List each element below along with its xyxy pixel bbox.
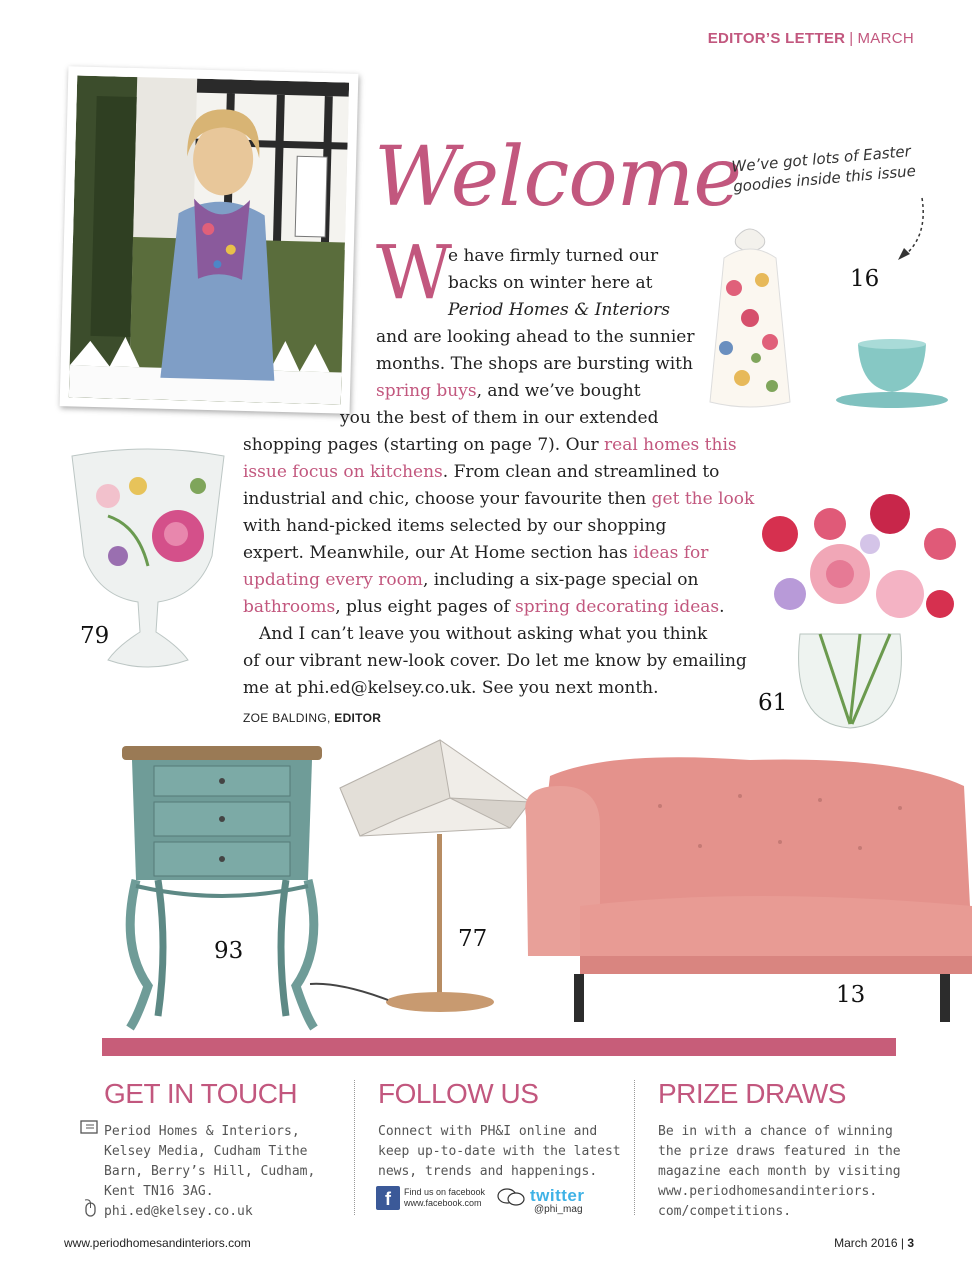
page-ref-cabinet: 93 xyxy=(214,938,244,964)
link-get-the-look[interactable]: get the look xyxy=(651,489,755,509)
column-divider xyxy=(354,1080,355,1215)
prize-line: Be in with a chance of winning xyxy=(658,1124,893,1139)
letter-line: of our vibrant new-look cover. Do let me know by emailing xyxy=(243,651,747,671)
teal-cup-image xyxy=(834,336,952,410)
facebook-url: www.facebook.com xyxy=(404,1198,482,1208)
letter-line: and are looking ahead to the sunnier xyxy=(376,327,695,347)
pink-sofa-image xyxy=(520,756,972,1028)
prize-url[interactable]: www.periodhomesandinteriors. xyxy=(658,1184,878,1199)
letter-line xyxy=(243,567,783,594)
footer-folio xyxy=(834,1236,914,1250)
link-real-homes[interactable]: real homes this xyxy=(604,435,737,455)
header-separator: | xyxy=(849,30,854,47)
get-in-touch-section xyxy=(104,1078,354,1222)
link-spring-decorating[interactable]: spring decorating ideas xyxy=(515,597,720,617)
editor-name: ZOE BALDING, xyxy=(243,711,335,725)
footer-separator: | xyxy=(900,1236,904,1250)
letter-line: months. The shops are bursting with xyxy=(376,354,693,374)
link-spring-buys[interactable]: spring buys xyxy=(376,381,477,401)
facebook-icon: f xyxy=(376,1186,400,1210)
magazine-name: Period Homes & Interiors xyxy=(448,300,670,320)
letter-line xyxy=(243,486,783,513)
letter-line xyxy=(243,594,783,621)
letter-line: e have firmly turned our xyxy=(448,246,659,266)
get-in-touch-heading: GET IN TOUCH xyxy=(104,1078,298,1109)
letter-lines-a xyxy=(448,243,718,324)
page-ref-bell-jar: 16 xyxy=(850,266,880,292)
letter-line xyxy=(243,540,783,567)
follow-line: news, trends and happenings. xyxy=(378,1164,598,1179)
link-bathrooms[interactable]: bathrooms xyxy=(243,597,336,617)
footer-website[interactable]: www.periodhomesandinteriors.com xyxy=(64,1236,251,1250)
address-line: Barn, Berry’s Hill, Cudham, xyxy=(104,1164,316,1179)
page-ref-sofa: 13 xyxy=(836,982,866,1008)
page-ref-flowers: 61 xyxy=(758,690,788,716)
letter-line: with hand-picked items selected by our shopping xyxy=(243,516,667,536)
facebook-link[interactable] xyxy=(376,1186,485,1210)
letter-text: , including a six-page special on xyxy=(422,570,699,590)
letter-main xyxy=(243,432,783,702)
letter-text: expert. Meanwhile, our At Home section has xyxy=(243,543,634,563)
editor-role: EDITOR xyxy=(334,711,382,725)
letter-text: , and we’ve bought xyxy=(476,381,641,401)
callout-arrow-icon xyxy=(890,196,930,266)
address-line: Period Homes & Interiors, xyxy=(104,1124,300,1139)
prize-url-end[interactable]: com/competitions. xyxy=(658,1204,792,1219)
letter-text: . xyxy=(719,597,725,617)
editor-photo-illustration xyxy=(69,75,349,404)
drop-cap: W xyxy=(376,230,453,316)
follow-line: keep up-to-date with the latest xyxy=(378,1144,621,1159)
address-block xyxy=(104,1122,354,1222)
prize-draws-heading: PRIZE DRAWS xyxy=(658,1078,846,1109)
divider-band xyxy=(102,1038,896,1056)
letter-text: . From clean and streamlined to xyxy=(442,462,720,482)
faceted-table-lamp-image xyxy=(300,738,548,1020)
address-line: Kelsey Media, Cudham Tithe xyxy=(104,1144,308,1159)
editor-photo xyxy=(60,66,359,413)
prize-line: the prize draws featured in the xyxy=(658,1144,901,1159)
letter-line: And I can’t leave you without asking what you think xyxy=(259,624,708,644)
twitter-handle: @phi_mag xyxy=(534,1204,583,1215)
link-ideas-2[interactable]: updating every room xyxy=(243,570,423,590)
page-ref-lamp: 77 xyxy=(458,926,488,952)
easter-callout: We’ve got lots of Easter goodies inside this issue xyxy=(730,142,917,196)
issue-month: MARCH xyxy=(857,30,914,47)
signature xyxy=(243,711,381,725)
follow-us-heading: FOLLOW US xyxy=(378,1078,539,1109)
column-divider xyxy=(634,1080,635,1215)
page-ref-vase: 79 xyxy=(80,623,110,649)
letter-line xyxy=(376,378,736,405)
letter-lines-b xyxy=(376,324,736,405)
mail-icon xyxy=(80,1120,98,1134)
link-ideas[interactable]: ideas for xyxy=(633,543,709,563)
facebook-line: Find us on facebook xyxy=(404,1187,486,1197)
letter-text: , plus eight pages of xyxy=(335,597,516,617)
letter-line: me at phi.ed@kelsey.co.uk. See you next month. xyxy=(243,678,659,698)
page-title: Welcome xyxy=(374,130,741,225)
prize-draws-text xyxy=(658,1122,908,1222)
footer-date: March 2016 xyxy=(834,1236,898,1250)
letter-line-d: you the best of them in our extended xyxy=(340,408,659,428)
letter-text: shopping pages (starting on page 7). Our xyxy=(243,435,605,455)
twitter-link[interactable] xyxy=(496,1186,585,1215)
link-real-homes-2[interactable]: issue focus on kitchens xyxy=(243,462,443,482)
address-line: Kent TN16 3AG. xyxy=(104,1184,214,1199)
mouse-icon xyxy=(82,1199,98,1217)
follow-line: Connect with PH&I online and xyxy=(378,1124,598,1139)
follow-us-section xyxy=(378,1078,628,1182)
letter-text: industrial and chic, choose your favourite then xyxy=(243,489,652,509)
facebook-text xyxy=(404,1187,485,1209)
letter-line xyxy=(243,432,783,459)
contact-email-link[interactable]: phi.ed@kelsey.co.uk xyxy=(104,1204,253,1219)
section-header xyxy=(708,30,914,47)
prize-draws-section xyxy=(658,1078,908,1222)
prize-line: magazine each month by visiting xyxy=(658,1164,901,1179)
painted-bedside-cabinet-image xyxy=(118,746,326,1036)
twitter-wordmark: twitter xyxy=(530,1186,585,1205)
letter-line: backs on winter here at xyxy=(448,273,653,293)
letter-line xyxy=(243,459,783,486)
section-name: EDITOR’S LETTER xyxy=(707,30,846,47)
follow-us-text xyxy=(378,1122,628,1182)
page-number: 3 xyxy=(907,1236,914,1250)
speech-bubble-icon xyxy=(496,1186,526,1210)
